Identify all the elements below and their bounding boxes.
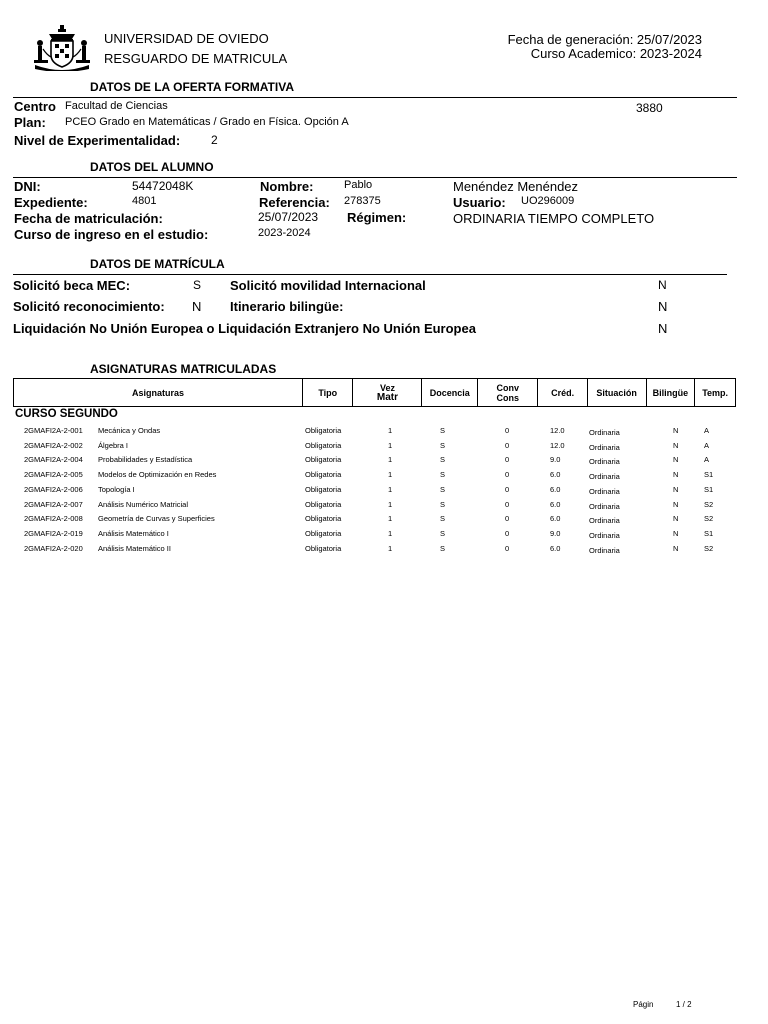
cell-name: Análisis Numérico Matricial [98, 499, 189, 509]
nombre-value: Pablo [344, 179, 373, 191]
col-docencia: Docencia [422, 379, 478, 407]
centro-value: Facultad de Ciencias [65, 100, 168, 112]
cell-docencia: S [440, 499, 446, 509]
cell-code: 2GMAFI2A-2-020 [24, 543, 83, 553]
cell-bilingue: N [673, 499, 679, 509]
table-row [0, 441, 768, 455]
table-row [0, 470, 768, 484]
cell-conv: 0 [505, 528, 510, 538]
cell-bilingue: N [673, 528, 679, 538]
dni-value: 54472048K [132, 179, 194, 193]
section-divider [13, 97, 737, 98]
cell-conv: 0 [505, 484, 510, 494]
academic-year: Curso Academico: 2023-2024 [530, 46, 702, 61]
col-vez-line2: Matr [376, 391, 399, 403]
reconocimiento-label: Solicitó reconocimiento: [13, 299, 165, 314]
cell-temp: S2 [704, 499, 714, 509]
beca-label: Solicitó beca MEC: [13, 278, 131, 293]
cell-situacion: Ordinaria [589, 516, 620, 526]
cell-situacion: Ordinaria [589, 501, 620, 511]
cell-tipo: Obligatoria [305, 484, 342, 494]
liquidacion-value: N [658, 321, 668, 336]
cell-tipo: Obligatoria [305, 543, 342, 553]
cell-docencia: S [440, 543, 446, 553]
cell-vez: 1 [388, 455, 393, 465]
page-label: Págin [633, 1000, 654, 1009]
col-vez-line1: Vez [379, 382, 395, 393]
centro-label: Centro [14, 99, 56, 114]
cell-docencia: S [440, 528, 446, 538]
expediente-label: Expediente: [14, 195, 88, 210]
table-row [0, 426, 768, 440]
col-tipo: Tipo [303, 379, 353, 407]
nivel-value: 2 [211, 133, 218, 147]
university-crest-logo [31, 25, 93, 71]
section-title-asignaturas: ASIGNATURAS MATRICULADAS [90, 362, 277, 376]
cell-temp: A [704, 455, 710, 465]
cell-vez: 1 [388, 470, 393, 480]
cell-conv: 0 [505, 426, 510, 435]
bilingue-label: Itinerario bilingüe: [230, 299, 344, 314]
cell-vez: 1 [388, 440, 393, 450]
cell-tipo: Obligatoria [305, 426, 342, 435]
cell-cred: 6.0 [550, 499, 561, 509]
cell-cred: 6.0 [550, 514, 561, 524]
cell-situacion: Ordinaria [589, 530, 620, 540]
section-divider [13, 274, 727, 275]
cell-vez: 1 [388, 484, 393, 494]
cell-name: Mecánica y Ondas [98, 426, 161, 435]
cell-bilingue: N [673, 426, 679, 435]
cell-temp: S2 [704, 514, 714, 524]
dni-label: DNI: [14, 179, 41, 194]
col-conv-line1: Conv [496, 382, 520, 393]
cell-vez: 1 [388, 514, 393, 524]
col-situacion: Situación [587, 379, 646, 407]
cell-code: 2GMAFI2A-2-007 [24, 499, 83, 509]
cell-tipo: Obligatoria [305, 440, 342, 450]
cell-temp: A [704, 440, 710, 450]
cell-name: Álgebra I [98, 440, 129, 450]
cell-code: 2GMAFI2A-2-002 [24, 440, 83, 450]
table-row [0, 455, 768, 469]
cell-temp: A [704, 426, 710, 435]
cell-docencia: S [440, 470, 446, 480]
curso-ingreso-value: 2023-2024 [258, 227, 311, 239]
cell-conv: 0 [505, 440, 510, 450]
cell-tipo: Obligatoria [305, 499, 342, 509]
cell-cred: 12.0 [550, 440, 565, 450]
section-divider [13, 177, 737, 178]
cell-name: Modelos de Optimización en Redes [98, 470, 217, 480]
cell-name: Topología I [98, 484, 135, 494]
col-cred: Créd. [538, 379, 587, 407]
cell-bilingue: N [673, 514, 679, 524]
col-bilingue: Bilingüe [646, 379, 695, 407]
cell-situacion: Ordinaria [589, 472, 620, 482]
cell-conv: 0 [505, 499, 510, 509]
table-row [0, 485, 768, 499]
cell-bilingue: N [673, 543, 679, 553]
cell-docencia: S [440, 484, 446, 494]
section-title-matricula: DATOS DE MATRÍCULA [90, 257, 225, 271]
bilingue-value: N [658, 299, 668, 314]
cell-situacion: Ordinaria [589, 457, 620, 467]
cell-docencia: S [440, 514, 446, 524]
cell-conv: 0 [505, 543, 510, 553]
cell-cred: 12.0 [550, 426, 565, 435]
fecha-matriculacion-value: 25/07/2023 [258, 210, 319, 224]
cell-bilingue: N [673, 455, 679, 465]
cell-conv: 0 [505, 514, 510, 524]
curso-ingreso-label: Curso de ingreso en el estudio: [14, 227, 209, 242]
page-number: 1 / 2 [676, 1000, 692, 1009]
group-title: CURSO SEGUNDO [15, 408, 118, 420]
cell-name: Geometría de Curvas y Superficies [98, 514, 215, 524]
beca-value: S [193, 278, 202, 292]
plan-label: Plan: [14, 115, 46, 130]
apellidos-value: Menéndez Menéndez [453, 179, 579, 194]
cell-cred: 6.0 [550, 470, 561, 480]
cell-situacion: Ordinaria [589, 486, 620, 496]
cell-bilingue: N [673, 440, 679, 450]
movilidad-label: Solicitó movilidad Internacional [230, 278, 426, 293]
movilidad-value: N [658, 278, 667, 292]
table-row [0, 529, 768, 543]
table-row [0, 514, 768, 528]
cell-bilingue: N [673, 484, 679, 494]
table-row [0, 500, 768, 514]
section-title-oferta: DATOS DE LA OFERTA FORMATIVA [90, 80, 294, 94]
university-name: UNIVERSIDAD DE OVIEDO [104, 31, 269, 46]
cell-bilingue: N [673, 470, 679, 480]
cell-cred: 6.0 [550, 484, 561, 494]
cell-name: Análisis Matemático I [98, 528, 169, 538]
cell-vez: 1 [388, 528, 393, 538]
referencia-label: Referencia: [259, 195, 330, 210]
cell-temp: S1 [704, 470, 714, 480]
col-asignaturas: Asignaturas [132, 387, 185, 398]
cell-situacion: Ordinaria [589, 442, 620, 452]
cell-vez: 1 [388, 499, 393, 509]
liquidacion-label: Liquidación No Unión Europea o Liquidación Extranjero No Unión Europea [13, 321, 476, 336]
cell-conv: 0 [505, 470, 510, 480]
cell-docencia: S [440, 455, 446, 465]
cell-tipo: Obligatoria [305, 470, 342, 480]
cell-code: 2GMAFI2A-2-008 [24, 514, 83, 524]
document-title: RESGUARDO DE MATRICULA [104, 51, 288, 66]
table-row [0, 544, 768, 558]
cell-docencia: S [440, 426, 446, 435]
cell-temp: S1 [704, 528, 714, 538]
cell-code: 2GMAFI2A-2-019 [24, 528, 83, 538]
cell-temp: S1 [704, 484, 714, 494]
section-title-alumno: DATOS DEL ALUMNO [90, 160, 214, 174]
generation-date: Fecha de generación: 25/07/2023 [507, 32, 702, 47]
regimen-value: ORDINARIA TIEMPO COMPLETO [453, 211, 655, 226]
col-conv-line2: Cons [496, 392, 520, 403]
cell-code: 2GMAFI2A-2-005 [24, 470, 83, 480]
cell-situacion: Ordinaria [589, 428, 620, 437]
usuario-value: UO296009 [521, 195, 575, 207]
cell-code: 2GMAFI2A-2-006 [24, 484, 83, 494]
cell-conv: 0 [505, 455, 510, 465]
reconocimiento-value: N [192, 299, 202, 314]
cell-name: Probabilidades y Estadística [98, 455, 193, 465]
cell-tipo: Obligatoria [305, 455, 342, 465]
cell-tipo: Obligatoria [305, 528, 342, 538]
cell-temp: S2 [704, 543, 714, 553]
nivel-label: Nivel de Experimentalidad: [14, 133, 181, 148]
cell-code: 2GMAFI2A-2-004 [24, 455, 83, 465]
cell-name: Análisis Matemático II [98, 543, 171, 553]
cell-docencia: S [440, 440, 446, 450]
subjects-table-header [13, 378, 736, 407]
referencia-value: 278375 [344, 195, 381, 207]
centro-code: 3880 [636, 101, 663, 115]
cell-vez: 1 [388, 426, 393, 435]
col-temp: Temp. [695, 379, 736, 407]
expediente-value: 4801 [132, 195, 157, 207]
cell-situacion: Ordinaria [589, 545, 620, 555]
nombre-label: Nombre: [260, 179, 314, 194]
regimen-label: Régimen: [347, 210, 407, 225]
col-vez-matr [353, 379, 422, 407]
cell-vez: 1 [388, 543, 393, 553]
cell-tipo: Obligatoria [305, 514, 342, 524]
col-conv-cons [478, 379, 538, 407]
cell-code: 2GMAFI2A-2-001 [24, 426, 83, 435]
plan-value: PCEO Grado en Matemáticas / Grado en Física. Opción A [65, 116, 349, 128]
fecha-matriculacion-label: Fecha de matriculación: [14, 211, 163, 226]
usuario-label: Usuario: [453, 195, 506, 210]
cell-cred: 9.0 [550, 455, 561, 465]
cell-cred: 6.0 [550, 543, 561, 553]
cell-cred: 9.0 [550, 528, 561, 538]
